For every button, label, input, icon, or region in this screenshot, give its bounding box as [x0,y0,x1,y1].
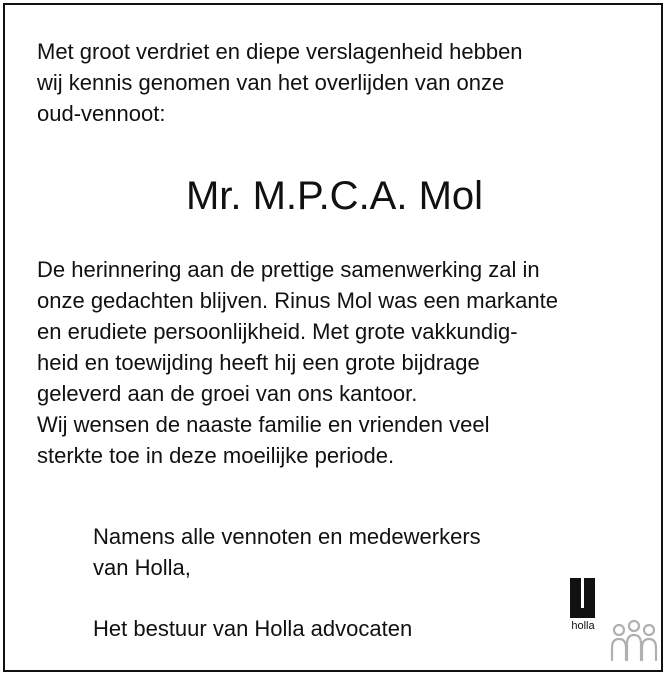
body-line: sterkte toe in deze moeilijke periode. [37,443,395,468]
body-paragraph [37,254,558,471]
body-line: geleverd aan de groei van ons kantoor. [37,381,418,406]
holla-logo [564,578,602,638]
closing-line: van Holla, [93,555,191,580]
holla-logo-icon [570,578,595,618]
holla-logo-text: holla [571,620,595,632]
signature: Het bestuur van Holla advocaten [93,616,413,641]
body-line: onze gedachten blijven. Rinus Mol was een markante [37,288,558,313]
intro-line: oud-vennoot: [37,101,166,126]
body-line: heid en toewijding heeft hij een grote bijdrage [37,350,480,375]
body-line: en erudiete persoonlijkheid. Met grote vakkundig- [37,319,518,344]
intro-paragraph [37,36,523,129]
body-line: De herinnering aan de prettige samenwerking zal in [37,257,540,282]
people-group-icon [608,618,660,664]
intro-line: Met groot verdriet en diepe verslagenheid hebben [37,39,523,64]
closing-paragraph [93,521,481,583]
deceased-name: Mr. M.P.C.A. Mol [185,174,484,218]
body-line: Wij wensen de naaste familie en vrienden veel [37,412,490,437]
closing-line: Namens alle vennoten en medewerkers [93,524,481,549]
intro-line: wij kennis genomen van het overlijden van onze [37,70,505,95]
